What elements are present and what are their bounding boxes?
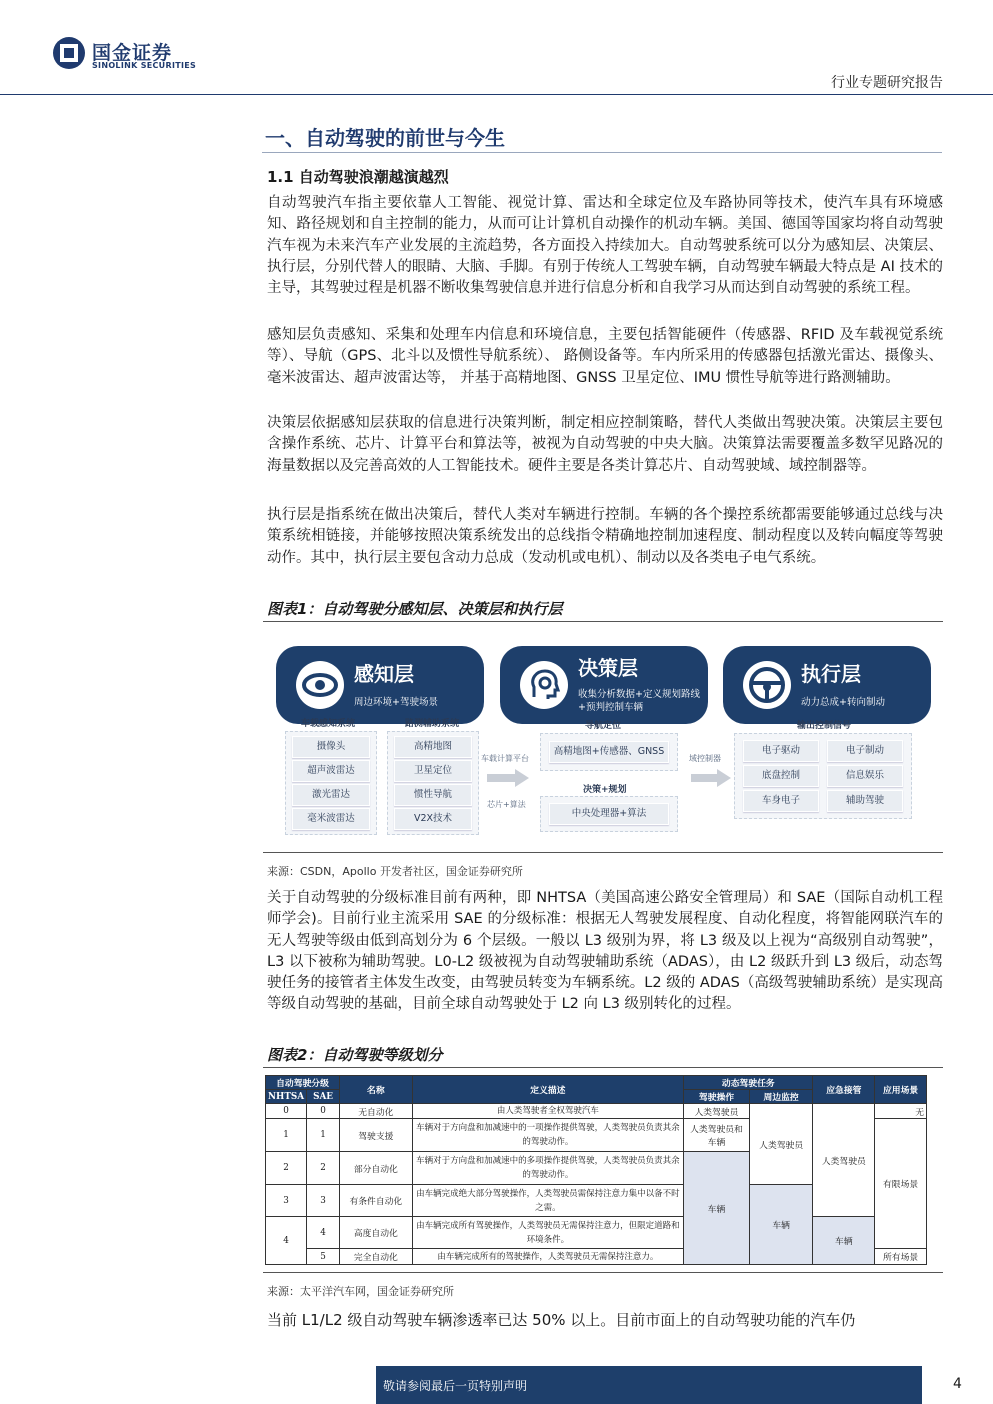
- eye-icon: [296, 661, 344, 709]
- sensor-cell: 超声波雷达: [292, 760, 370, 782]
- subsection-heading: 1.1 自动驾驶浪潮越演越烈: [267, 168, 449, 186]
- sensor-group-label: 车载感知系统: [301, 719, 356, 729]
- definition-cell: 由车辆完成所有的驾驶操作，人类驾驶员无需保持注意力。: [412, 1249, 683, 1265]
- nav-group-label: 导航定位: [585, 721, 622, 731]
- definition-cell: 车辆对于方向盘和加减速中的多项操作提供驾驶，人类驾驶员负责其余的驾驶动作。: [412, 1152, 683, 1185]
- header-divider: [0, 94, 993, 95]
- figure1-title: 图表1：自动驾驶分感知层、决策层和执行层: [267, 600, 563, 618]
- decision-group-label: 决策+规划: [583, 785, 627, 795]
- paragraph-levels: 关于自动驾驶的分级标准目前有两种，即 NHTSA（美国高速公路安全管理局）和 SAE（国际自动机工程师学会)。目前行业主流采用 SAE 的分级标准：根据无人驾驶发展程度、自动化程度，将智能网联汽车的无人驾驶等级由低到高划分为 6 个层级。一般以 L3 级别为界，将 L3 级及以上视为“高级别自动驾驶”，L3 以下被称为辅助驾驶。L0-L2 级被视为自动驾驶辅助系统（ADAS），由 L2 级跃升到 L3 级后，动态驾驶任务的接管者主体发生改变，由驾驶员转变为车辆系统。L2 级的 ADAS（高级驾驶辅助系统）是实现高等级自动驾驶的基础，目前全球自动驾驶处于 L2 向 L3 级别转化的过程。: [267, 890, 943, 1013]
- monitor-cell: 人类驾驶员: [749, 1104, 813, 1185]
- road-group-label: 路测辅助系统: [405, 719, 460, 729]
- definition-cell: 由车辆完成绝大部分驾驶操作，人类驾驶员需保持注意力集中以备不时之需。: [412, 1185, 683, 1217]
- logo-english-name: SINOLINK SECURITIES: [92, 61, 197, 70]
- monitor-cell: 车辆: [749, 1185, 813, 1265]
- header-nhtsa: NHTSA: [266, 1090, 307, 1104]
- decision-layer-subtitle-2: +预判控制车辆: [578, 702, 643, 713]
- table-row: [266, 1217, 927, 1249]
- perception-layer-title: 感知层: [354, 662, 414, 686]
- sae-cell: 4: [307, 1217, 340, 1249]
- figure1-bottom-divider: [263, 852, 943, 853]
- figure2-title-divider: [263, 1067, 943, 1068]
- takeover-cell: 人类驾驶员: [813, 1104, 875, 1217]
- header-monitor: 周边监控: [749, 1090, 813, 1104]
- name-cell: 驾驶支援: [340, 1119, 413, 1152]
- name-cell: 高度自动化: [340, 1217, 413, 1249]
- header-name: 名称: [340, 1076, 413, 1104]
- name-cell: 部分自动化: [340, 1152, 413, 1185]
- paragraph-execution: 执行层是指系统在做出决策后，替代人类对车辆进行控制。车辆的各个操控系统都需要能够通过总线与决策系统相链接，并能够按照决策系统发出的总线指令精确地控制加速程度、制动程度以及转向幅度等驾驶动作。其中，执行层主要包含动力总成（发动机或电机）、制动以及各类电子电气系统。: [267, 507, 943, 566]
- autonomy-level-table: [265, 1075, 927, 1265]
- nhtsa-cell: 4: [266, 1217, 307, 1265]
- output-cell: 辅助驾驶: [827, 790, 903, 812]
- sae-cell: 3: [307, 1185, 340, 1217]
- definition-cell: 由车辆完成所有驾驶操作，人类驾驶员无需保持注意力，但限定道路和环境条件。: [412, 1217, 683, 1249]
- arrow-shaft: [487, 774, 515, 782]
- output-cell: 电子制动: [827, 740, 903, 762]
- name-cell: 无自动化: [340, 1104, 413, 1119]
- output-group-label: 输出控制信号: [797, 721, 852, 731]
- road-cell: V2X技术: [394, 808, 472, 830]
- output-cell: 电子驱动: [743, 740, 819, 762]
- logo-chinese-name: 国金证券: [92, 42, 173, 64]
- output-group-box: [734, 733, 912, 819]
- arrow-right-icon: [717, 769, 731, 787]
- sinolink-logo-icon: [52, 36, 86, 70]
- brain-gear-icon: [520, 661, 568, 709]
- sae-cell: 2: [307, 1152, 340, 1185]
- arrow-shaft: [691, 774, 717, 782]
- nhtsa-cell: 1: [266, 1119, 307, 1152]
- footer-notice: 敬请参阅最后一页特别声明: [383, 1379, 528, 1393]
- figure1-source: 来源：CSDN，Apollo 开发者社区，国金证券研究所: [267, 865, 523, 878]
- decision-layer-subtitle-1: 收集分析数据+定义规划路线: [578, 689, 700, 700]
- domain-controller-label: 域控制器: [689, 754, 721, 763]
- page-number: 4: [953, 1376, 962, 1392]
- sensor-cell: 毫米波雷达: [292, 808, 370, 830]
- header-ddt: 动态驾驶任务: [684, 1076, 813, 1090]
- chip-label: 芯片+算法: [487, 800, 526, 809]
- paragraph-penetration: 当前 L1/L2 级自动驾驶车辆渗透率已达 50% 以上。目前市面上的自动驾驶功能的汽车仍: [267, 1311, 856, 1329]
- figure1-title-divider: [263, 621, 943, 622]
- header-level: 自动驾驶分级: [266, 1076, 340, 1090]
- decision-layer-card: [500, 646, 708, 724]
- road-cell: 高精地图: [394, 736, 472, 758]
- scene-cell: 所有场景: [875, 1249, 927, 1265]
- decision-cell: 中央处理器+算法: [549, 803, 669, 825]
- sensor-cell: 摄像头: [292, 736, 370, 758]
- nhtsa-cell: 3: [266, 1185, 307, 1217]
- road-cell: 惯性导航: [394, 784, 472, 806]
- sensor-group-box: [285, 731, 377, 835]
- table-row: [266, 1104, 927, 1119]
- nhtsa-cell: 0: [266, 1104, 307, 1119]
- nav-cell: 高精地图+传感器、GNSS: [549, 741, 669, 763]
- arrow-right-icon: [515, 769, 529, 787]
- name-cell: 有条件自动化: [340, 1185, 413, 1217]
- layer-diagram: [267, 636, 943, 840]
- header-definition: 定义描述: [412, 1076, 683, 1104]
- decision-group-box: [540, 796, 678, 832]
- paragraph-perception: 感知层负责感知、采集和处理车内信息和环境信息，主要包括智能硬件（传感器、RFID 及车载视觉系统等）、导航（GPS、北斗以及惯性导航系统）、 路侧设备等。车内所采用的传感器包括激光雷达、摄像头、毫米波雷达、超声波雷达等， 并基于高精地图、GNSS 卫星定位、IMU 惯性导航等进行路测辅助。: [267, 327, 943, 386]
- perception-layer-card: [276, 646, 484, 724]
- output-cell: 车身电子: [743, 790, 819, 812]
- sae-cell: 5: [307, 1249, 340, 1265]
- paragraph-decision: 决策层依据感知层获取的信息进行决策判断，制定相应控制策略，替代人类做出驾驶决策。决策层主要包含操作系统、芯片、计算平台和算法等，被视为自动驾驶的中央大脑。决策算法需要覆盖多数罕见路况的海量数据以及完善高效的人工智能技术。硬件主要是各类计算芯片、自动驾驶域、域控制器等。: [267, 415, 943, 474]
- drive-cell: 人类驾驶员和车辆: [684, 1119, 750, 1152]
- scene-cell: 有限场景: [875, 1119, 927, 1249]
- section-heading: 一、自动驾驶的前世与今生: [265, 126, 505, 150]
- report-type-label: 行业专题研究报告: [831, 75, 943, 91]
- paragraph-intro: 自动驾驶汽车指主要依靠人工智能、视觉计算、雷达和全球定位及车路协同等技术，使汽车具有环境感知、路径规划和自主控制的能力，从而可让计算机自动操作的机动车辆。美国、德国等国家均将自动驾驶汽车视为未来汽车产业发展的主流趋势，各方面投入持续加大。自动驾驶系统可以分为感知层、决策层、执行层，分别代替人的眼睛、大脑、手脚。有别于传统人工驾驶车辆，自动驾驶车辆最大特点是 AI 技术的主导，其驾驶过程是机器不断收集驾驶信息并进行信息分析和自我学习从而达到自动驾驶的系统工程。: [267, 195, 943, 297]
- nav-group-box: [540, 733, 678, 771]
- figure2-bottom-divider: [263, 1272, 943, 1273]
- header-takeover: 应急接管: [813, 1076, 875, 1104]
- definition-cell: 车辆对于方向盘和加减速中的一项操作提供驾驶，人类驾驶员负责其余的驾驶动作。: [412, 1119, 683, 1152]
- output-cell: 底盘控制: [743, 765, 819, 787]
- nhtsa-cell: 2: [266, 1152, 307, 1185]
- drive-cell: 车辆: [684, 1152, 750, 1265]
- header-drive: 驾驶操作: [684, 1090, 750, 1104]
- steering-wheel-icon: [743, 661, 791, 709]
- road-cell: 卫星定位: [394, 760, 472, 782]
- heading-divider: [262, 152, 942, 153]
- platform-label: 车载计算平台: [481, 754, 529, 763]
- execution-layer-subtitle: 动力总成+转向制动: [801, 697, 885, 708]
- sae-cell: 1: [307, 1119, 340, 1152]
- drive-cell: 人类驾驶员: [684, 1104, 750, 1119]
- figure2-title: 图表2：自动驾驶等级划分: [267, 1046, 443, 1064]
- execution-layer-card: [723, 646, 931, 724]
- header-scene: 应用场景: [875, 1076, 927, 1104]
- name-cell: 完全自动化: [340, 1249, 413, 1265]
- definition-cell: 由人类驾驶者全权驾驶汽车: [412, 1104, 683, 1119]
- sensor-cell: 激光雷达: [292, 784, 370, 806]
- decision-layer-title: 决策层: [578, 656, 638, 680]
- sae-cell: 0: [307, 1104, 340, 1119]
- header-sae: SAE: [307, 1090, 340, 1104]
- execution-layer-title: 执行层: [801, 662, 861, 686]
- perception-layer-subtitle: 周边环境+驾驶场景: [354, 697, 438, 708]
- road-group-box: [387, 731, 479, 835]
- scene-cell: 无: [875, 1104, 927, 1119]
- takeover-cell: 车辆: [813, 1217, 875, 1265]
- output-cell: 信息娱乐: [827, 765, 903, 787]
- figure2-source: 来源：太平洋汽车网，国金证券研究所: [267, 1285, 454, 1298]
